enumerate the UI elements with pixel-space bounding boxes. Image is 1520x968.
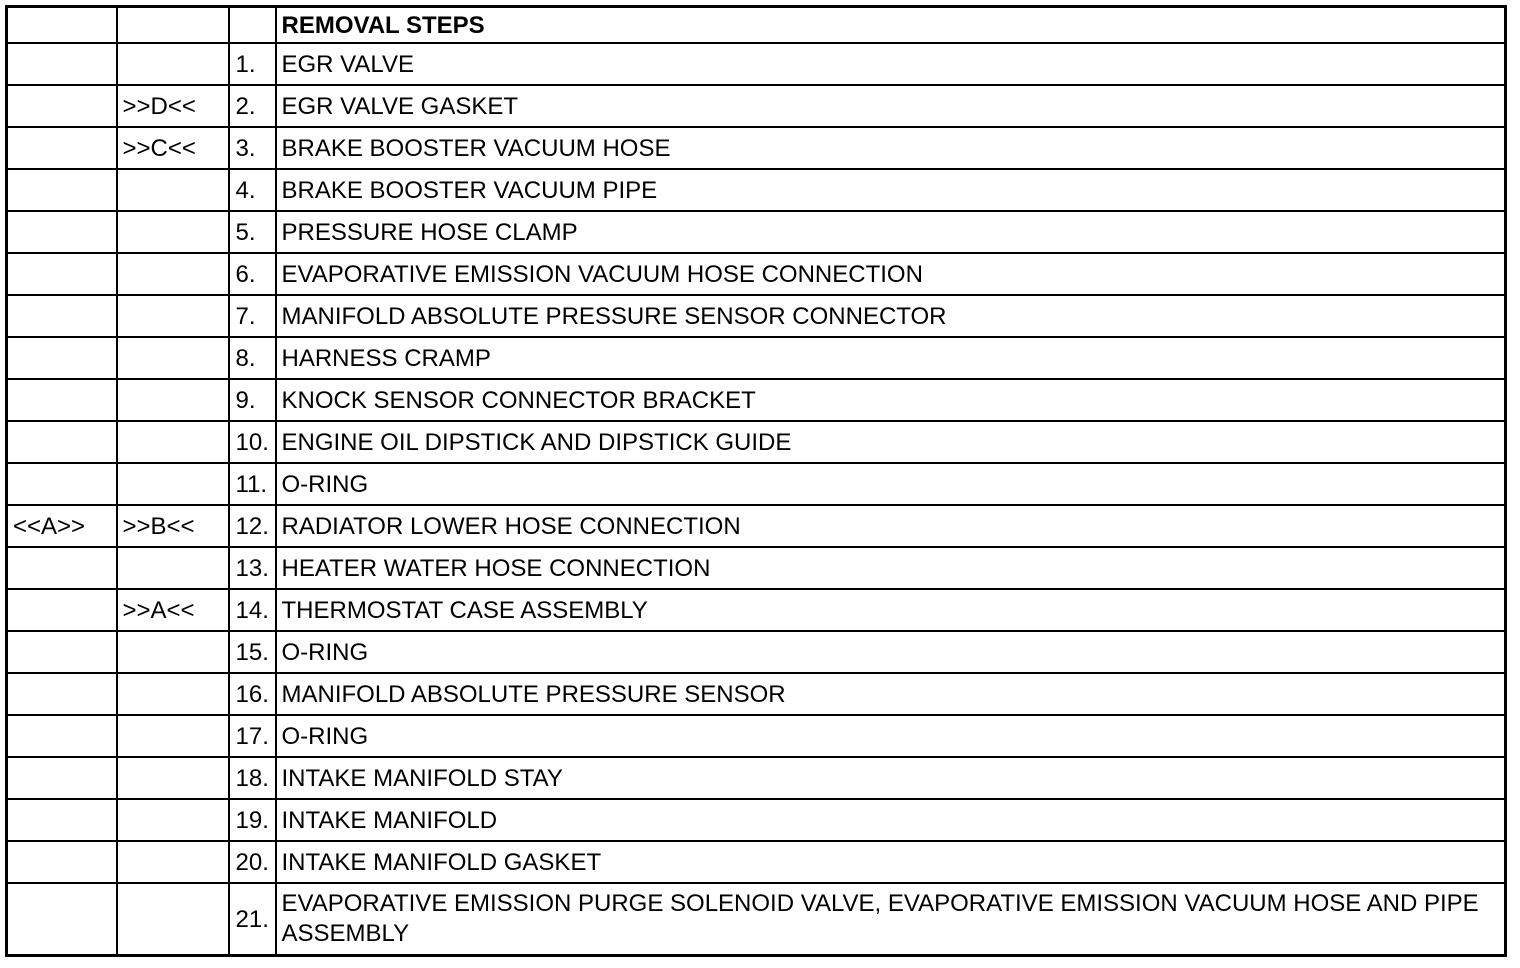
ref-a-cell [7,421,117,463]
step-number: 5. [229,211,276,253]
header-num-cell [229,7,276,44]
step-description: MANIFOLD ABSOLUTE PRESSURE SENSOR CONNECTOR [276,295,1506,337]
step-number: 1. [229,43,276,85]
step-description: BRAKE BOOSTER VACUUM HOSE [276,127,1506,169]
table-row [7,799,1506,841]
table-row [7,337,1506,379]
ref-b-cell [117,337,229,379]
step-description: ENGINE OIL DIPSTICK AND DIPSTICK GUIDE [276,421,1506,463]
table-row [7,127,1506,169]
step-description: BRAKE BOOSTER VACUUM PIPE [276,169,1506,211]
table-row [7,673,1506,715]
ref-b-cell [117,883,229,956]
table-title: REMOVAL STEPS [276,7,1506,44]
ref-a-cell [7,715,117,757]
header-ref-a-cell [7,7,117,44]
step-description: EGR VALVE GASKET [276,85,1506,127]
table-row [7,841,1506,883]
step-number: 20. [229,841,276,883]
step-description: HARNESS CRAMP [276,337,1506,379]
ref-a-cell [7,85,117,127]
table-row [7,85,1506,127]
table-row [7,547,1506,589]
table-row [7,295,1506,337]
ref-b-cell [117,631,229,673]
ref-a-cell [7,589,117,631]
step-number: 8. [229,337,276,379]
step-number: 10. [229,421,276,463]
table-row [7,211,1506,253]
ref-a-cell [7,127,117,169]
step-number: 19. [229,799,276,841]
step-description: MANIFOLD ABSOLUTE PRESSURE SENSOR [276,673,1506,715]
table-row [7,505,1506,547]
ref-b-cell [117,379,229,421]
step-description: INTAKE MANIFOLD [276,799,1506,841]
ref-b-cell [117,757,229,799]
step-number: 9. [229,379,276,421]
ref-b-cell: >>D<< [117,85,229,127]
ref-a-cell [7,883,117,956]
table-row [7,253,1506,295]
ref-a-cell [7,463,117,505]
ref-a-cell [7,43,117,85]
ref-b-cell [117,715,229,757]
ref-b-cell: >>A<< [117,589,229,631]
ref-b-cell: >>B<< [117,505,229,547]
ref-b-cell [117,295,229,337]
ref-b-cell [117,547,229,589]
ref-a-cell [7,673,117,715]
step-description: O-RING [276,715,1506,757]
step-description: RADIATOR LOWER HOSE CONNECTION [276,505,1506,547]
ref-a-cell [7,169,117,211]
step-number: 6. [229,253,276,295]
step-description: EGR VALVE [276,43,1506,85]
step-description: O-RING [276,463,1506,505]
step-number: 11. [229,463,276,505]
step-description: KNOCK SENSOR CONNECTOR BRACKET [276,379,1506,421]
table-row [7,631,1506,673]
step-number: 2. [229,85,276,127]
ref-b-cell [117,841,229,883]
header-ref-b-cell [117,7,229,44]
ref-b-cell [117,463,229,505]
step-description: O-RING [276,631,1506,673]
ref-a-cell [7,253,117,295]
ref-b-cell [117,43,229,85]
ref-a-cell: <<A>> [7,505,117,547]
step-description: THERMOSTAT CASE ASSEMBLY [276,589,1506,631]
ref-a-cell [7,547,117,589]
step-number: 4. [229,169,276,211]
step-description: EVAPORATIVE EMISSION PURGE SOLENOID VALVE, EVAPORATIVE EMISSION VACUUM HOSE AND PIPE ASSEMBLY [276,883,1506,956]
table-row [7,883,1506,956]
ref-b-cell [117,169,229,211]
step-description: INTAKE MANIFOLD GASKET [276,841,1506,883]
step-number: 7. [229,295,276,337]
step-number: 14. [229,589,276,631]
ref-a-cell [7,379,117,421]
step-number: 16. [229,673,276,715]
step-description: INTAKE MANIFOLD STAY [276,757,1506,799]
ref-b-cell [117,421,229,463]
table-row [7,715,1506,757]
ref-b-cell [117,799,229,841]
table-row [7,589,1506,631]
ref-b-cell [117,211,229,253]
step-number: 21. [229,883,276,956]
step-number: 18. [229,757,276,799]
step-number: 12. [229,505,276,547]
removal-steps-body [7,7,1506,956]
step-description: HEATER WATER HOSE CONNECTION [276,547,1506,589]
ref-a-cell [7,211,117,253]
table-header-row [7,7,1506,44]
ref-a-cell [7,799,117,841]
ref-b-cell: >>C<< [117,127,229,169]
table-row [7,43,1506,85]
removal-steps-table [5,5,1507,957]
ref-b-cell [117,253,229,295]
removal-steps-sheet [5,5,1507,957]
ref-a-cell [7,841,117,883]
table-row [7,463,1506,505]
ref-a-cell [7,757,117,799]
step-number: 15. [229,631,276,673]
step-number: 17. [229,715,276,757]
table-row [7,379,1506,421]
table-row [7,421,1506,463]
ref-a-cell [7,337,117,379]
step-number: 3. [229,127,276,169]
table-row [7,169,1506,211]
ref-b-cell [117,673,229,715]
step-description: PRESSURE HOSE CLAMP [276,211,1506,253]
step-number: 13. [229,547,276,589]
table-row [7,757,1506,799]
step-description: EVAPORATIVE EMISSION VACUUM HOSE CONNECTION [276,253,1506,295]
ref-a-cell [7,631,117,673]
ref-a-cell [7,295,117,337]
